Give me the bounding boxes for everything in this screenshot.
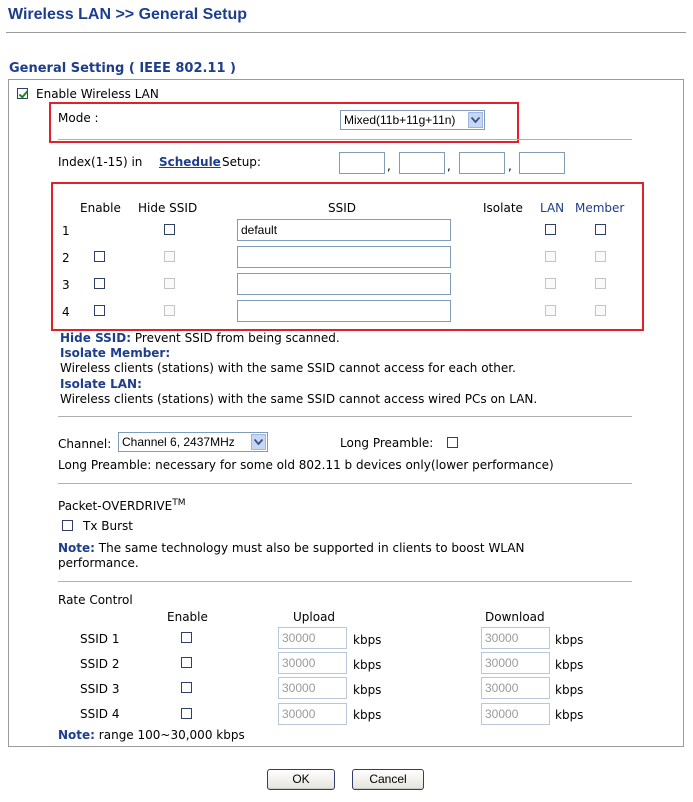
schedule-comma: ,: [447, 159, 451, 173]
isolate-member-checkbox-4[interactable]: [595, 305, 606, 316]
kbps-unit: kbps: [555, 633, 584, 647]
upload-input-2[interactable]: [278, 652, 347, 674]
enable-wlan-label: Enable Wireless LAN: [36, 87, 159, 101]
row-index: 4: [62, 305, 70, 319]
trademark-mark: TM: [172, 498, 186, 508]
row-index: 3: [62, 278, 70, 292]
upload-input-1[interactable]: [278, 627, 347, 649]
schedule-index-3-input[interactable]: [459, 152, 505, 174]
header-hide-ssid: Hide SSID: [138, 201, 198, 215]
rate-ssid-label: SSID 1: [80, 632, 120, 646]
rate-ssid-label: SSID 2: [80, 657, 120, 671]
rate-header-enable: Enable: [167, 610, 208, 624]
note-text: The same technology must also be supported in clients to boost WLAN: [98, 541, 525, 555]
schedule-index-2-input[interactable]: [399, 152, 445, 174]
isolate-lan-checkbox-2[interactable]: [545, 251, 556, 262]
note-hide-ssid-text: Prevent SSID from being scanned.: [134, 331, 340, 345]
upload-input-4[interactable]: [278, 703, 347, 725]
kbps-unit: kbps: [555, 683, 584, 697]
schedule-comma: ,: [508, 159, 512, 173]
rate-header-download: Download: [485, 610, 545, 624]
mode-select[interactable]: [340, 110, 485, 130]
packet-overdrive-note-cont: performance.: [58, 556, 139, 570]
mode-select-value: Mixed(11b+11g+11n): [344, 113, 456, 127]
ssid-input-2[interactable]: [237, 246, 451, 268]
note-hide-ssid: [60, 331, 340, 345]
header-member: Member: [575, 201, 625, 215]
title-divider: [6, 32, 686, 33]
rate-enable-checkbox-3[interactable]: [181, 682, 192, 693]
kbps-unit: kbps: [353, 658, 382, 672]
packet-overdrive-note: [58, 541, 524, 555]
schedule-prefix: Index(1-15) in: [58, 155, 143, 169]
schedule-index-1-input[interactable]: [339, 152, 385, 174]
chevron-down-icon[interactable]: [468, 112, 483, 128]
note-isolate-lan-label: Isolate LAN:: [60, 377, 142, 391]
schedule-suffix: Setup:: [222, 155, 261, 169]
schedule-link[interactable]: Schedule: [159, 155, 221, 169]
kbps-unit: kbps: [555, 658, 584, 672]
chevron-down-icon[interactable]: [251, 434, 266, 450]
ok-button[interactable]: OK: [267, 769, 335, 790]
isolate-member-checkbox-3[interactable]: [595, 278, 606, 289]
header-isolate: Isolate: [483, 201, 523, 215]
hide-ssid-checkbox-1[interactable]: [164, 224, 175, 235]
isolate-lan-checkbox-1[interactable]: [545, 224, 556, 235]
header-ssid: SSID: [328, 201, 357, 215]
isolate-member-checkbox-1[interactable]: [595, 224, 606, 235]
kbps-unit: kbps: [555, 708, 584, 722]
hide-ssid-checkbox-3[interactable]: [164, 278, 175, 289]
upload-input-3[interactable]: [278, 677, 347, 699]
tx-burst-checkbox[interactable]: [62, 520, 73, 531]
row-index: 2: [62, 251, 70, 265]
note-hide-ssid-label: Hide SSID:: [60, 331, 132, 345]
hide-ssid-checkbox-4[interactable]: [164, 305, 175, 316]
isolate-lan-checkbox-3[interactable]: [545, 278, 556, 289]
header-lan: LAN: [540, 201, 565, 215]
note-isolate-member-text: Wireless clients (stations) with the same SSID cannot access for each other.: [60, 361, 516, 375]
rate-control-title: Rate Control: [58, 593, 133, 607]
tx-burst-label: Tx Burst: [83, 519, 133, 533]
divider: [58, 139, 632, 140]
ssid-input-4[interactable]: [237, 300, 451, 322]
rate-ssid-label: SSID 3: [80, 682, 120, 696]
download-input-1[interactable]: [481, 627, 550, 649]
rate-enable-checkbox-1[interactable]: [181, 632, 192, 643]
isolate-member-checkbox-2[interactable]: [595, 251, 606, 262]
channel-select-value: Channel 6, 2437MHz: [122, 435, 235, 449]
channel-label: Channel:: [58, 437, 112, 451]
row-index: 1: [62, 224, 70, 238]
packet-overdrive-title-text: Packet-OVERDRIVE: [58, 499, 173, 513]
note-label: Note:: [58, 728, 95, 742]
rate-enable-checkbox-4[interactable]: [181, 708, 192, 719]
divider: [58, 581, 632, 582]
ssid-input-3[interactable]: [237, 273, 451, 295]
download-input-3[interactable]: [481, 677, 550, 699]
long-preamble-checkbox[interactable]: [447, 437, 458, 448]
schedule-comma: ,: [387, 159, 391, 173]
note-isolate-lan-text: Wireless clients (stations) with the same SSID cannot access wired PCs on LAN.: [60, 392, 538, 406]
page-title: Wireless LAN >> General Setup: [8, 6, 248, 23]
kbps-unit: kbps: [353, 633, 382, 647]
rate-enable-checkbox-2[interactable]: [181, 657, 192, 668]
long-preamble-label: Long Preamble:: [340, 436, 434, 450]
long-preamble-note: Long Preamble: necessary for some old 802.11 b devices only(lower performance): [58, 458, 554, 472]
note-text: range 100~30,000 kbps: [98, 728, 245, 742]
enable-ssid-checkbox-3[interactable]: [94, 278, 105, 289]
kbps-unit: kbps: [353, 708, 382, 722]
note-isolate-member-label: Isolate Member:: [60, 346, 171, 360]
divider: [58, 483, 632, 484]
rate-control-note: [58, 728, 245, 742]
cancel-button[interactable]: Cancel: [352, 769, 424, 790]
rate-ssid-label: SSID 4: [80, 707, 120, 721]
hide-ssid-checkbox-2[interactable]: [164, 251, 175, 262]
schedule-index-4-input[interactable]: [519, 152, 565, 174]
mode-label: Mode :: [58, 111, 99, 125]
packet-overdrive-title: [58, 498, 185, 513]
enable-wlan-checkbox[interactable]: [17, 88, 28, 99]
download-input-2[interactable]: [481, 652, 550, 674]
enable-ssid-checkbox-2[interactable]: [94, 251, 105, 262]
enable-ssid-checkbox-4[interactable]: [94, 305, 105, 316]
isolate-lan-checkbox-4[interactable]: [545, 305, 556, 316]
divider: [58, 416, 632, 417]
download-input-4[interactable]: [481, 703, 550, 725]
rate-header-upload: Upload: [293, 610, 336, 624]
channel-select[interactable]: [118, 432, 268, 452]
header-enable: Enable: [80, 201, 121, 215]
kbps-unit: kbps: [353, 683, 382, 697]
ssid-input-1[interactable]: [237, 219, 451, 241]
section-title: General Setting ( IEEE 802.11 ): [9, 61, 236, 76]
note-label: Note:: [58, 541, 95, 555]
